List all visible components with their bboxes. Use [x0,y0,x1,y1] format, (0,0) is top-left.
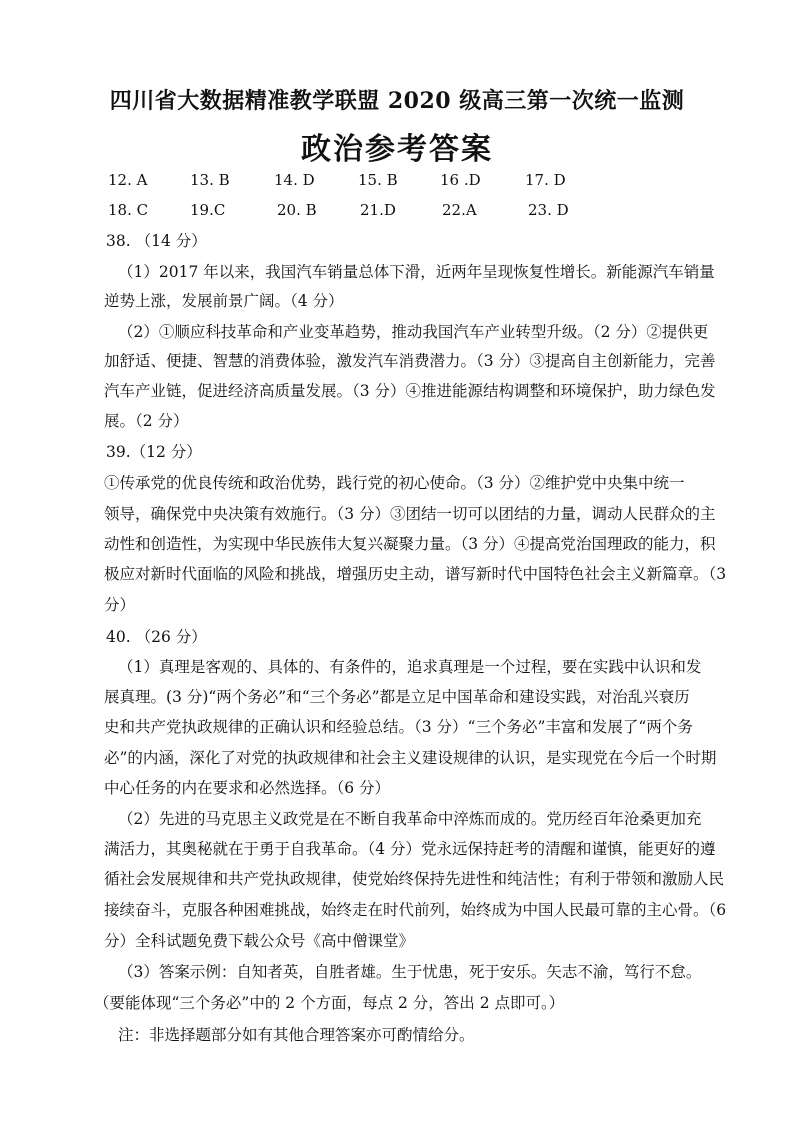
q38-p2-line: 展。（2 分） [104,412,189,430]
q38-p1-line: （1）2017 年以来，我国汽车销量总体下滑，近两年呈现恢复性增长。新能源汽车销量 [118,263,715,281]
mc-answer: 14. D [274,171,315,189]
q39-line: ①传承党的优良传统和政治优势，践行党的初心使命。（3 分）②维护党中央集中统一 [104,474,685,492]
q40-p3-line: （3）答案示例：自知者英，自胜者雄。生于忧患，死于安乐。矢志不渝，笃行不怠。 [118,963,702,981]
q39-line: 动性和创造性，为实现中华民族伟大复兴凝聚力量。（3 分）④提高党治国理政的能力，积 [104,535,716,553]
mc-answer: 22.A [442,201,477,219]
q39-header: 39.（12 分） [106,443,202,461]
q40-p1-line: 中心任务的内在要求和必然选择。（6 分） [104,779,391,797]
q40-p2-line: 满活力，其奥秘就在于勇于自我革命。（4 分）党永远保持赶考的清醒和谨慎，能更好的遵 [104,840,716,858]
mc-answer: 12. A [108,171,148,189]
q40-p1-line: 必”的内涵，深化了对党的执政规律和社会主义建设规律的认识，是实现党在今后一个时期 [104,749,717,767]
q38-p2-line: （2）①顺应科技革命和产业变革趋势，推动我国汽车产业转型升级。（2 分）②提供更 [118,323,709,341]
q40-header: 40. （26 分） [106,628,207,646]
q40-p1-line: （1）真理是客观的、具体的、有条件的，追求真理是一个过程，要在实践中认识和发 [118,658,702,676]
mc-answer: 20. B [277,201,317,219]
q39-line: 极应对新时代面临的风险和挑战，增强历史主动，谱写新时代中国特色社会主义新篇章。（3 [104,565,727,583]
mc-answer: 17. D [525,171,566,189]
q40-p2-line: 循社会发展规律和共产党执政规律，使党始终保持先进性和纯洁性；有利于带领和激励人民 [104,870,725,888]
mc-answer: 16 .D [440,171,481,189]
q40-p1-line: 史和共产党执政规律的正确认识和经验总结。（3 分）“三个务必”丰富和发展了“两个务 [104,718,693,736]
mc-answers-row-1 [0,171,794,195]
mc-answers-row-2 [0,201,794,225]
mc-answer: 18. C [108,201,149,219]
q38-header: 38. （14 分） [106,232,207,250]
mc-answer: 13. B [190,171,230,189]
q38-p1-line: 逆势上涨，发展前景广阔。（4 分） [104,292,344,310]
mc-answer: 23. D [528,201,569,219]
document-subtitle: 政治参考答案 [301,132,493,167]
q38-p2-line: 加舒适、便捷、智慧的消费体验，激发汽车消费潜力。（3 分）③提高自主创新能力，完善 [104,352,716,370]
q38-p2-line: 汽车产业链，促进经济高质量发展。（3 分）④推进能源结构调整和环境保护，助力绿色发 [104,382,716,400]
q40-p2-line: 接续奋斗，克服各种困难挑战，始终走在时代前列，始终成为中国人民最可靠的主心骨。（6 [104,901,727,919]
mc-answer: 15. B [358,171,398,189]
q39-line: 分） [104,596,136,614]
mc-answer: 19.C [190,201,226,219]
q40-p1-line: 展真理。(3 分)“两个务必”和“三个务必”都是立足中国革命和建设实践，对治乱兴衰历 [104,688,690,706]
grading-note: 注：非选择题部分如有其他合理答案亦可酌情给分。 [118,1026,475,1044]
q40-p2-line: 分）全科试题免费下载公众号《高中僧课堂》 [104,932,415,950]
q40-p3-line: （要能体现“三个务必”中的 2 个方面，每点 2 分，答出 2 点即可。） [94,994,565,1012]
document-title: 四川省大数据精准教学联盟 2020 级高三第一次统一监测 [109,88,685,114]
q40-p2-line: （2）先进的马克思主义政党是在不断自我革命中淬炼而成的。党历经百年沧桑更加充 [118,810,702,828]
q39-line: 领导，确保党中央决策有效施行。（3 分）③团结一切可以团结的力量，调动人民群众的主 [104,505,716,523]
mc-answer: 21.D [360,201,396,219]
